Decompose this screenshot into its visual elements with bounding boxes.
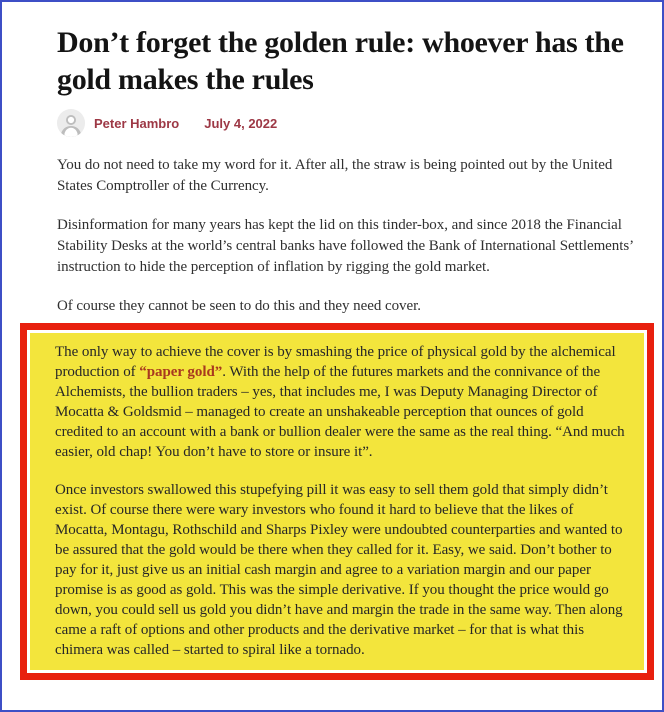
- article-content: [2, 2, 662, 317]
- author-name[interactable]: Peter Hambro: [94, 115, 180, 131]
- body-paragraph-3: Of course they cannot be seen to do this and they need cover.: [57, 298, 421, 314]
- byline: [57, 109, 648, 137]
- highlight-paragraph-1-rest: . With the help of the futures markets and the connivance of the Alchemists, the bullion traders – yes, that includes me, I was Deputy Managing Director of Mocatta & Goldsmid – managed to create an unshakeable perception that ounces of gold credited to an account with a bank or bullion dealer were the same as the real thing. “And much easier, old chap! You don’t have to store or insure it”.: [55, 364, 625, 460]
- author-avatar[interactable]: [57, 109, 85, 137]
- paper-gold-term: “paper gold”: [139, 364, 223, 380]
- person-silhouette-icon: [57, 109, 85, 137]
- red-annotation-box: [20, 323, 654, 680]
- body-paragraph-2: Disinformation for many years has kept the lid on this tinder-box, and since 2018 the Financial Stability Desks at the world’s central banks have followed the Bank of International Settlements’ instruction to hide the perception of inflation by rigging the gold market.: [57, 217, 633, 275]
- body-paragraph-1: You do not need to take my word for it. After all, the straw is being pointed out by the United States Comptroller of the Currency.: [57, 157, 613, 194]
- yellow-highlight-area: [30, 333, 644, 670]
- highlight-paragraph-1: [55, 342, 629, 462]
- publish-date: July 4, 2022: [204, 115, 278, 131]
- highlight-paragraph-2: Once investors swallowed this stupefying pill it was easy to sell them gold that simply didn’t exist. Of course there were wary investors who found it hard to believe that the likes of Mocatta, Montagu, Rothschild and Sharps Pixley were undoubted counterparties and wanted to be assured that the gold would be there when they called for it. Easy, we said. Don’t bother to pay for it, just give us an initial cash margin and agree to a variation margin and our paper promise is as good as gold. This was the simple derivative. If you thought the price would go down, you could sell us gold you didn’t have and margin the trade in the same way. Then along came a raft of options and other products and the derivative market – for that is what this chimera was called – started to spiral like a tornado.: [55, 482, 623, 658]
- highlight-paragraph-1-lead: The only way to achieve the cover is by smashing the price of physical gold by the alchemical production of: [55, 344, 616, 380]
- page-title: Don’t forget the golden rule: whoever has the gold makes the rules: [57, 26, 624, 96]
